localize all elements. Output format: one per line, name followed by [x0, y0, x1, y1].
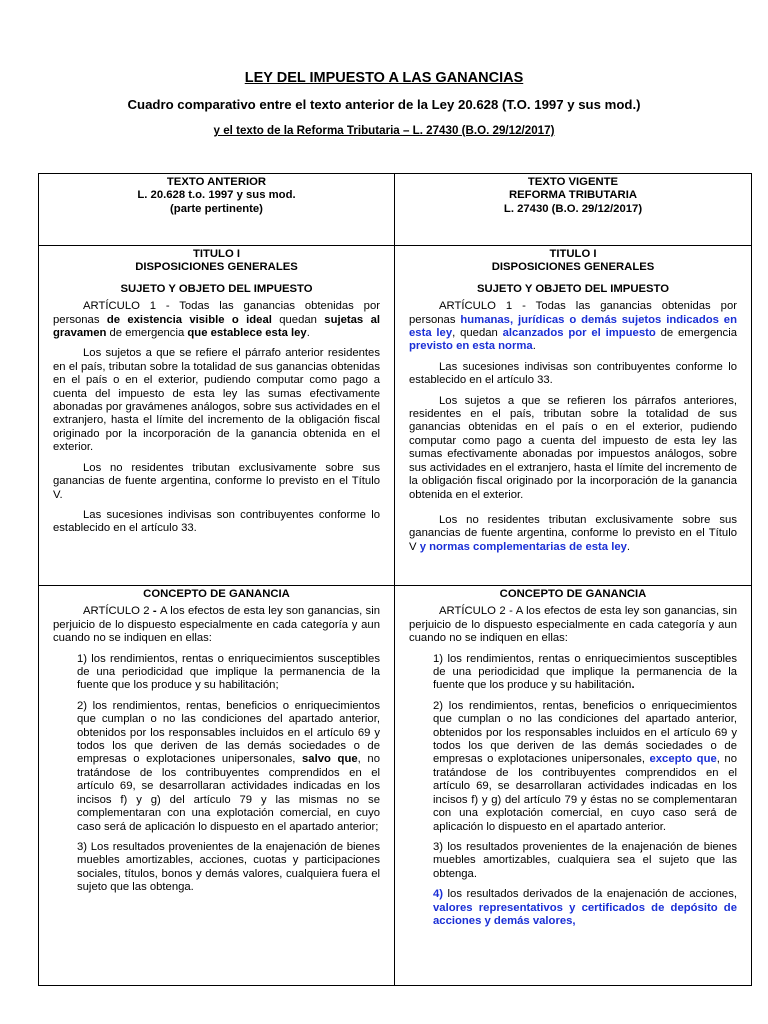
header-right-line: TEXTO VIGENTE: [527, 176, 619, 188]
header-left-line: TEXTO ANTERIOR: [166, 176, 267, 188]
section-heading: SUJETO Y OBJETO DEL IMPUESTO: [120, 282, 313, 295]
section-row-concepto-ganancia: [39, 586, 752, 986]
document-subtitle: Cuadro comparativo entre el texto anterior de la Ley 20.628 (T.O. 1997 y sus mod.): [127, 97, 641, 112]
inciso-2: 2) los rendimientos, rentas, beneficios o enriquecimientos que cumplan o no las condiciones del apartado anterior, obtenidos por los responsables incluidos en el artículo 69 y todos los que deriven de las demás sociedades o de empresas o explotaciones unipersonales, salvo que, no tratándose de los contribuyentes comprendidos en el artículo 69, se desarrollaran actividades indicadas en los incisos f) y g) del artículo 79 y las mismas no se complementaran con una explotación comercial, en cuyo caso será de aplicación lo dispuesto en el apartado anterior;: [77, 699, 380, 833]
document-subtitle-reform: y el texto de la Reforma Tributaria – L. 27430 (B.O. 29/12/2017): [213, 124, 555, 137]
current-text-cell: [395, 586, 752, 986]
residentes-paragraph: Los sujetos a que se refiere el párrafo anterior residentes en el país, tributan sobre la totalidad de sus ganancias obtenidas en el país o en el exterior, pudiendo computar como pago a cuenta del impuesto de esta ley las sumas efectivamente abonadas por gravámenes análogos, sobre sus actividades en el extranjero, hasta el límite del incremento de la obligación fiscal originado por la incorporación de la ganancia obtenida en el exterior.: [53, 347, 380, 454]
no-residentes-paragraph: Los no residentes tributan exclusivamente sobre sus ganancias de fuente argentina, conforme lo previsto en el Título V.: [53, 461, 380, 501]
inciso-3: 3) Los resultados provenientes de la enajenación de bienes muebles amortizables, acciones, cuotas y participaciones sociales, títulos, bonos y demás valores, cualquiera fuera el sujeto que las obtenga.: [77, 840, 380, 894]
section-heading: CONCEPTO DE GANANCIA: [143, 588, 290, 600]
no-residentes-paragraph: Los no residentes tributan exclusivamente sobre sus ganancias de fuente argentina, conforme lo previsto en el Título V y normas complementarias de esta ley.: [409, 513, 737, 553]
sucesiones-paragraph: Las sucesiones indivisas son contribuyentes conforme lo establecido en el artículo 33.: [53, 508, 380, 535]
header-previous-text: [39, 174, 395, 246]
header-right-line: REFORMA TRIBUTARIA: [508, 189, 638, 202]
table-header-row: [39, 174, 752, 246]
header-right-line: L. 27430 (B.O. 29/12/2017): [503, 202, 643, 215]
title-heading: TITULO I: [549, 248, 597, 260]
article-2-paragraph: ARTÍCULO 2 - A los efectos de esta ley son ganancias, sin perjuicio de lo dispuesto especialmente en cada categoría y aun cuando no se indiquen en ellas:: [53, 605, 380, 645]
header-left-line: (parte pertinente): [170, 202, 263, 215]
title-heading: TITULO I: [192, 248, 241, 260]
article-2-paragraph: ARTÍCULO 2 - A los efectos de esta ley son ganancias, sin perjuicio de lo dispuesto especialmente en cada categoría y aun cuando no se indiquen en ellas:: [409, 605, 737, 645]
current-text-cell: [395, 246, 752, 586]
previous-text-cell: [39, 246, 395, 586]
inciso-1: 1) los rendimientos, rentas o enriquecimientos susceptibles de una periodicidad que implique la permanencia de la fuente que los produce y su habilitación.: [433, 652, 737, 692]
inciso-2: 2) los rendimientos, rentas, beneficios o enriquecimientos que cumplan o no las condiciones del apartado anterior, obtenidos por los responsables incluidos en el artículo 69 y todos los que deriven de las demás sociedades o de empresas o explotaciones unipersonales, excepto que, no tratándose de los contribuyentes comprendidos en el artículo 69, se desarrollaran actividades indicadas en los incisos f) y g) del artículo 79 y éstas no se complementaran con una explotación comercial, en cuyo caso será de aplicación lo dispuesto en el apartado anterior.: [433, 699, 737, 833]
header-current-text: [395, 174, 752, 246]
inciso-1: 1) los rendimientos, rentas o enriquecimientos susceptibles de una periodicidad que implique la permanencia de la fuente que los produce y su habilitación;: [77, 652, 380, 692]
inciso-4: 4) los resultados derivados de la enajenación de acciones, valores representativos y certificados de depósito de acciones y demás valores,: [433, 888, 737, 927]
section-row-sujeto-objeto: [39, 246, 752, 586]
document-title: LEY DEL IMPUESTO A LAS GANANCIAS: [244, 70, 524, 86]
title-subheading: DISPOSICIONES GENERALES: [491, 261, 655, 274]
previous-text-cell: [39, 586, 395, 986]
section-heading: SUJETO Y OBJETO DEL IMPUESTO: [476, 282, 670, 295]
sucesiones-paragraph: Las sucesiones indivisas son contribuyentes conforme lo establecido en el artículo 33.: [409, 360, 737, 387]
section-heading: CONCEPTO DE GANANCIA: [499, 588, 647, 600]
header-left-line: L. 20.628 t.o. 1997 y sus mod.: [137, 189, 296, 202]
title-subheading: DISPOSICIONES GENERALES: [135, 261, 298, 274]
article-1-paragraph: ARTÍCULO 1 - Todas las ganancias obtenidas por personas humanas, jurídicas o demás sujetos indicados en esta ley, quedan alcanzados por el impuesto de emergencia previsto en esta norma.: [409, 300, 737, 353]
article-1-paragraph: ARTÍCULO 1 - Todas las ganancias obtenidas por personas de existencia visible o ideal quedan sujetas al gravamen de emergencia que establece esta ley.: [53, 300, 380, 340]
comparison-table: [38, 173, 752, 986]
residentes-paragraph: Los sujetos a que se refieren los párrafos anteriores, residentes en el país, tributan sobre la totalidad de sus ganancias obtenidas en el país o en el exterior, pudiendo computar como pago a cuenta del impuesto de esta ley las sumas efectivamente abonadas por impuestos análogos, sobre sus actividades en el extranjero, hasta el límite del incremento de la obligación fiscal originado por la incorporación de la ganancia obtenida en el exterior.: [409, 394, 737, 501]
inciso-3: 3) los resultados provenientes de la enajenación de bienes muebles amortizables, cualquiera sea el sujeto que las obtenga.: [433, 840, 737, 880]
